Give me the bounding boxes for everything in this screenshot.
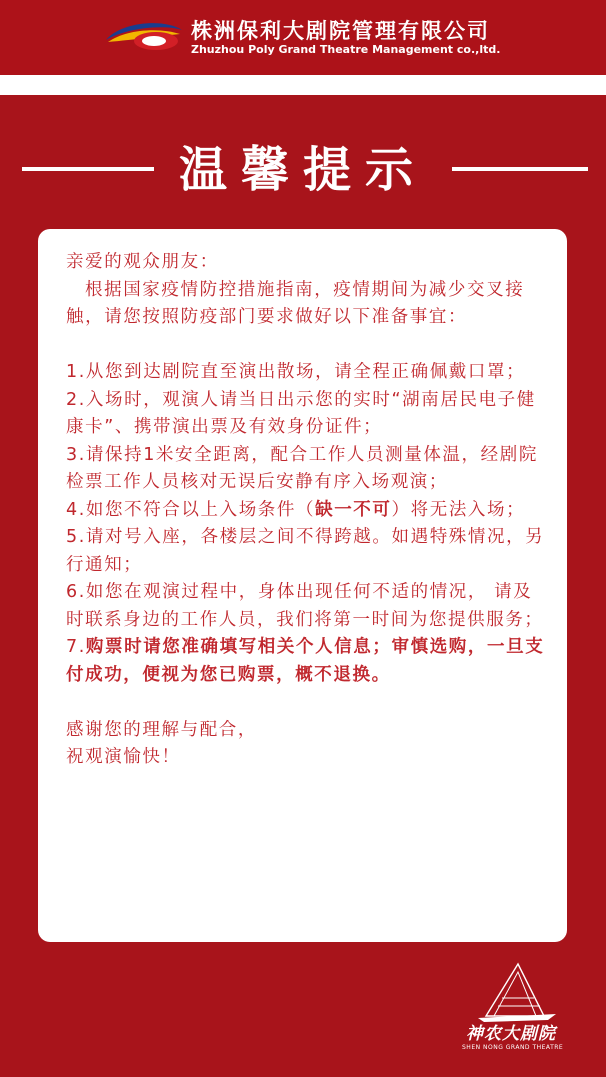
list-item: 1.从您到达剧院直至演出散场，请全程正确佩戴口罩； bbox=[66, 362, 526, 382]
page-title: 温馨提示 bbox=[178, 142, 427, 198]
notice-card bbox=[38, 229, 567, 942]
emphasis-text: 缺一不可 bbox=[315, 499, 392, 520]
spacer bbox=[66, 689, 546, 717]
header-divider bbox=[0, 75, 606, 95]
list-item bbox=[66, 634, 546, 689]
company-logo bbox=[104, 18, 184, 54]
theatre-name-en: SHEN NONG GRAND THEATRE bbox=[462, 1044, 564, 1051]
intro-text: 根据国家疫情防控措施指南，疫情期间为减少交叉接触，请您按照防疫部门要求做好以下准备事宜： bbox=[66, 279, 525, 327]
list-item-text: ）将无法入场； bbox=[391, 499, 526, 520]
company-name-en: Zhuzhou Poly Grand Theatre Management co.,ltd. bbox=[191, 43, 501, 56]
header-bar bbox=[0, 0, 606, 75]
list-item bbox=[66, 497, 546, 525]
list-item: 2.入场时，观演人请当日出示您的实时“湖南居民电子健康卡”、携带演出票及有效身份证件； bbox=[66, 389, 536, 437]
greeting: 亲爱的观众朋友： bbox=[66, 252, 219, 272]
list-item: 5.请对号入座，各楼层之间不得跨越。如遇特殊情况，另行通知； bbox=[66, 527, 545, 575]
list-item: 6.如您在观演过程中，身体出现任何不适的情况， 请及时联系身边的工作人员，我们将第一时间为您提供服务； bbox=[66, 582, 544, 630]
list-item-text: 7. bbox=[66, 637, 86, 657]
closing-text: 祝观演愉快！ bbox=[66, 747, 181, 767]
notice-content bbox=[66, 249, 546, 772]
thanks-text: 感谢您的理解与配合， bbox=[66, 719, 257, 740]
spacer bbox=[66, 332, 546, 360]
title-banner bbox=[0, 140, 606, 200]
title-rule-right bbox=[452, 167, 588, 171]
company-name-cn: 株洲保利大剧院管理有限公司 bbox=[191, 19, 490, 43]
emphasis-text: 购票时请您准确填写相关个人信息；审慎选购，一旦支付成功，便视为您已购票，概不退换。 bbox=[66, 637, 545, 685]
list-item-text: 4.如您不符合以上入场条件（ bbox=[66, 499, 316, 520]
list-item: 3.请保持1米安全距离，配合工作人员测量体温，经剧院检票工作人员核对无误后安静有序入场观演； bbox=[66, 444, 538, 492]
theatre-name-cn: 神农大剧院 bbox=[466, 1024, 556, 1044]
title-rule-left bbox=[22, 167, 154, 171]
